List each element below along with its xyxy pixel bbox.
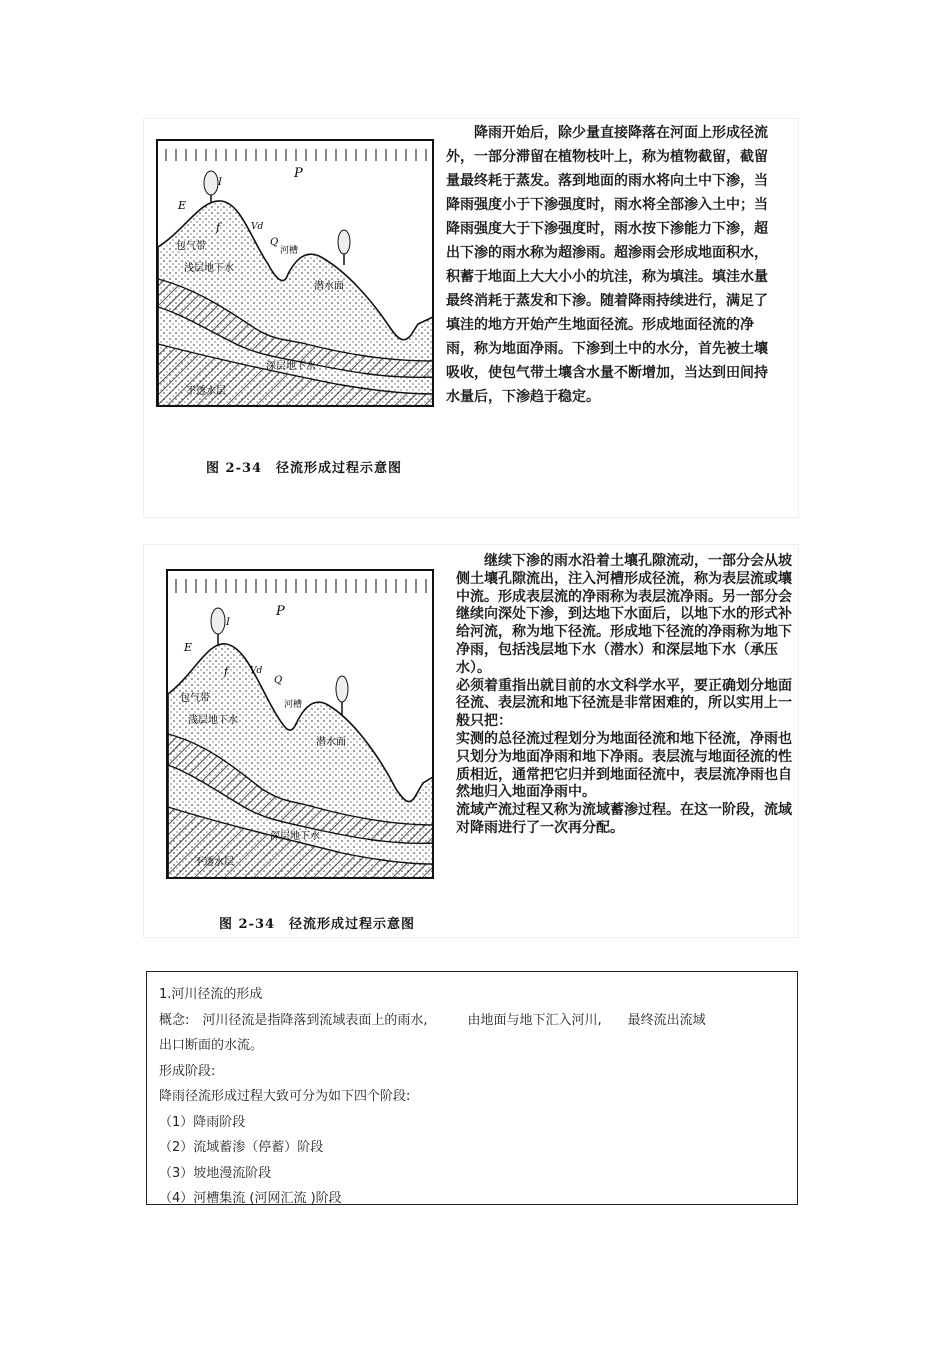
label-aeration-2: 包气带	[180, 693, 210, 704]
figure-panel-2	[143, 544, 799, 938]
label-p: P	[294, 166, 303, 181]
panel2-paragraph-2: 必须着重指出就目前的水文科学水平，要正确划分地面径流、表层流和地下径流是非常困难的，所以实用上一般只把：	[456, 677, 792, 730]
note-intro: 降雨径流形成过程大致可分为如下四个阶段:	[159, 1089, 411, 1104]
runoff-formation-note	[146, 971, 798, 1205]
note-concept-4: 出口断面的水流。	[159, 1038, 264, 1053]
label-deep: 深层地下水	[266, 361, 316, 372]
runoff-diagram-1	[156, 139, 436, 409]
panel2-text	[456, 553, 792, 838]
label-vd-2: Vd	[250, 666, 263, 676]
note-concept-line	[159, 1008, 785, 1034]
label-e: E	[178, 199, 187, 212]
figure-panel-1	[143, 118, 799, 518]
label-p-2: P	[276, 604, 285, 619]
label-impermeable: 不透水层	[186, 386, 226, 397]
panel2-paragraph-4: 流域产流过程又称为流域蓄渗过程。在这一阶段，流域对降雨进行了一次再分配。	[456, 802, 792, 836]
label-water-table-2: 潜水面	[316, 737, 346, 748]
label-q: Q	[270, 237, 279, 248]
label-vd: Vd	[251, 222, 264, 232]
label-i: I	[218, 177, 222, 188]
panel2-paragraph-3: 实测的总径流过程划分为地面径流和地下径流，净雨也只划分为地面净雨和地下净雨。表层流与地面径流的性质相近，通常把它归并到地面径流中，表层流净雨也自然地归入地面净雨中。	[456, 730, 792, 801]
label-shallow-2: 浅层地下水	[188, 715, 238, 726]
label-deep-2: 深层地下水	[270, 831, 320, 842]
panel1-paragraph: 降雨开始后，除少量直接降落在河面上形成径流外，一部分滞留在植物枝叶上，称为植物截留，截留量最终耗于蒸发。落到地面的雨水将向土中下渗，当降雨强度小于下渗强度时，雨水将全部渗入土中；当降雨强度大于下渗强度时，雨水按下渗能力下渗，超出下渗的雨水称为超渗雨。超渗雨会形成地面积水，积蓄于地面上大大小小的坑洼，称为填洼。填洼水量最终消耗于蒸发和下渗。随着降雨持续进行，满足了填洼的地方开始产生地面径流。形成地面径流的净雨，称为地面净雨。下渗到土中的水分，首先被土壤吸收，使包气带土壤含水量不断增加，当达到田间持水量后，下渗趋于稳定。	[446, 125, 768, 405]
label-f: f	[216, 221, 221, 234]
figure-caption-1: 图 2-34 径流形成过程示意图	[206, 461, 403, 476]
label-shallow: 浅层地下水	[184, 263, 234, 274]
note-concept-3: 最终流出流域	[627, 1012, 706, 1028]
note-stage-3: （3）坡地漫流阶段	[159, 1165, 272, 1181]
panel1-text	[446, 121, 778, 409]
label-i-2: I	[226, 617, 230, 628]
note-title: 1.河川径流的形成	[159, 987, 263, 1002]
runoff-diagram-2	[166, 569, 436, 881]
label-q-2: Q	[274, 675, 283, 686]
panel2-paragraph-1: 继续下渗的雨水沿着土壤孔隙流动，一部分会从坡侧土壤孔隙流出，注入河槽形成径流，称为表层流或壤中流。形成表层流的净雨称为表层流净雨。另一部分会继续向深处下渗，到达地下水面后，以地下水的形式补给河流，称为地下径流。形成地下径流的净雨称为地下净雨，包括浅层地下水（潜水）和深层地下水（承压水）。	[456, 553, 792, 676]
note-stage-2: （2）流域蓄渗（停蓄）阶段	[159, 1140, 324, 1155]
label-aeration: 包气带	[176, 241, 206, 252]
note-stage-heading: 形成阶段:	[159, 1063, 216, 1079]
label-channel-2: 河槽	[284, 700, 303, 710]
label-channel: 河槽	[280, 246, 299, 256]
note-stage-1: （1）降雨阶段	[159, 1114, 246, 1130]
note-concept-2: 由地面与地下汇入河川,	[467, 1012, 602, 1028]
figure-caption-2: 图 2-34 径流形成过程示意图	[219, 917, 416, 932]
note-stage-4: （4）河槽集流 (河网汇流 )阶段	[159, 1191, 342, 1206]
label-f-2: f	[224, 665, 229, 678]
label-e-2: E	[184, 641, 193, 654]
label-water-table: 潜水面	[314, 281, 344, 292]
note-concept-1: 概念: 河川径流是指降落到流域表面上的雨水,	[159, 1012, 428, 1028]
label-impermeable-2: 不透水层	[194, 857, 234, 868]
